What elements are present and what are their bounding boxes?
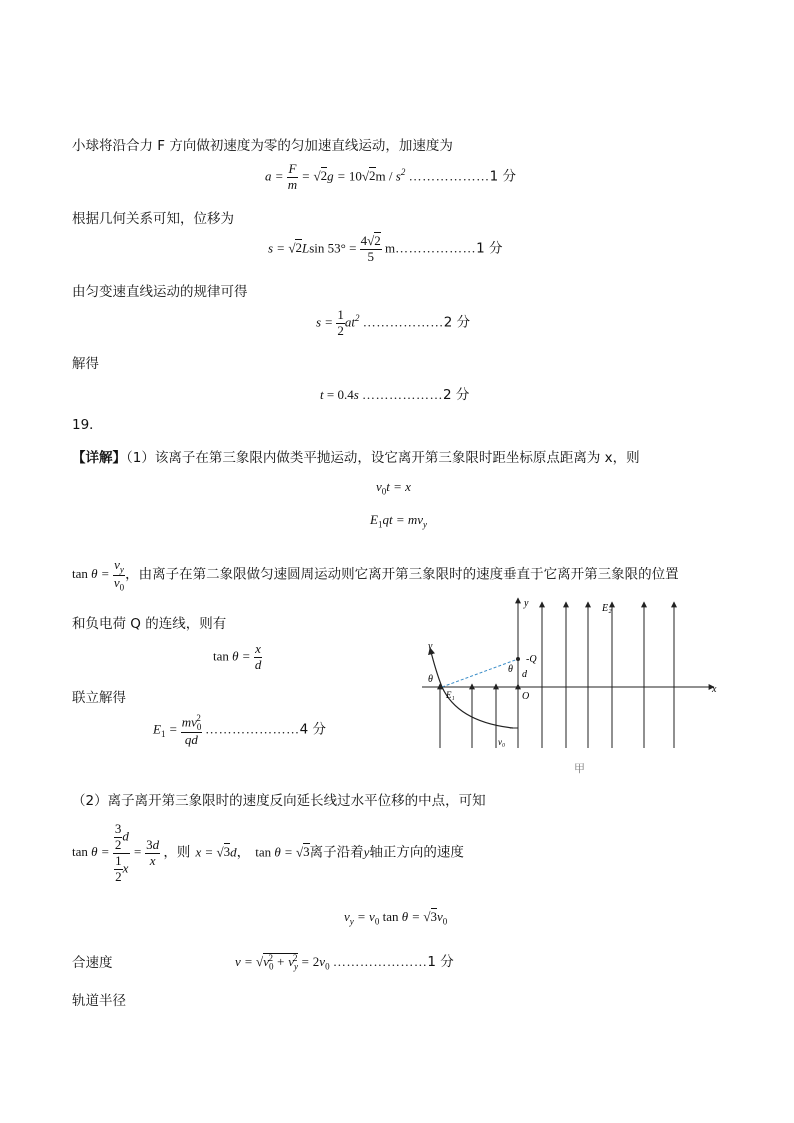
dashed-connection-line — [442, 659, 518, 687]
equation-time: t = 0.4s ………………2 分 — [320, 387, 470, 403]
label-theta-right: θ — [508, 664, 513, 675]
detail-tag: 【详解】 — [72, 450, 126, 466]
equation-acceleration: a = $\frac{F}{m}$ = $√2g = 10√2m / s^2$ ………………1 分 — [265, 161, 516, 192]
tan-line-cont: 和负电荷 Q 的连线，则有 — [72, 616, 227, 632]
equation-v0t: $v_0t = x$ — [376, 479, 411, 497]
part2-equation-line: tan θ = $\frac{3}{2}$ d $\frac{1}{2}$ x = $\frac{3d}{x}$ ，则 x = √3d， tan θ = √3离子沿着y轴正方向的速度 — [72, 821, 464, 884]
text-line-1: 小球将沿合力 F 方向做初速度为零的匀加速直线运动，加速度为 — [72, 138, 453, 154]
e2-field-lines — [542, 602, 674, 748]
text-line-3: 由匀变速直线运动的规律可得 — [72, 284, 248, 300]
equation-e1qt: $E_1qt = mv_y$ — [370, 512, 427, 530]
label-v0: v₀ — [498, 737, 506, 747]
guidao-label: 轨道半径 — [72, 993, 126, 1009]
label-o: O — [522, 691, 530, 702]
lianli-text: 联立解得 — [72, 690, 126, 706]
tan-line: tan θ = $\frac{v_y}{v_0}$ ，由离子在第二象限做匀速圆周运动则它离开第三象限时的速度垂直于它离开第三象限的位置 — [72, 557, 679, 593]
text-line-2: 根据几何关系可知，位移为 — [72, 211, 234, 227]
label-e1: E₁ — [446, 690, 455, 700]
equation-v-total: $v = √v_0^2 + v_y^2 = 2v_0$ …………………1 分 — [235, 952, 454, 972]
equation-vy: $v_y = v_0$ $\tan \theta = √3v_0$ — [344, 909, 448, 927]
label-d: d — [522, 669, 527, 680]
negative-charge-point — [516, 657, 520, 661]
equation-kinematics: s = $\frac{1}{2}$ $at^2$ ………………2 分 — [316, 307, 471, 338]
equation-displacement: s = √2Lsin 53° = $\frac{4√2}{5}$ m………………1 分 — [268, 233, 503, 264]
field-diagram — [418, 592, 728, 782]
figure-caption: 甲 — [574, 762, 585, 775]
equation-tan-xd: tan θ = $\frac{x}{d}$ — [213, 641, 262, 672]
label-theta-left: θ — [428, 674, 433, 685]
label-y: y — [524, 598, 529, 609]
detail-line — [72, 446, 640, 466]
text-line-4: 解得 — [72, 356, 99, 372]
equation-e1: $E_1$ = $\frac{mv_0^2}{qd}$ …………………4 分 — [153, 713, 327, 748]
question-number: 19． — [72, 417, 103, 433]
detail-text: （1）该离子在第三象限内做类平抛运动，设它离开第三象限时距坐标原点距离为 x，则 — [126, 450, 640, 466]
label-neg-q: -Q — [526, 654, 537, 665]
label-e2: E₂ — [602, 603, 612, 614]
label-v: v — [428, 641, 433, 652]
part2-text: （2）离子离开第三象限时的速度反向延长线过水平位移的中点，可知 — [72, 793, 486, 809]
he-sudu-label: 合速度 — [72, 955, 113, 971]
label-x: x — [712, 684, 717, 695]
